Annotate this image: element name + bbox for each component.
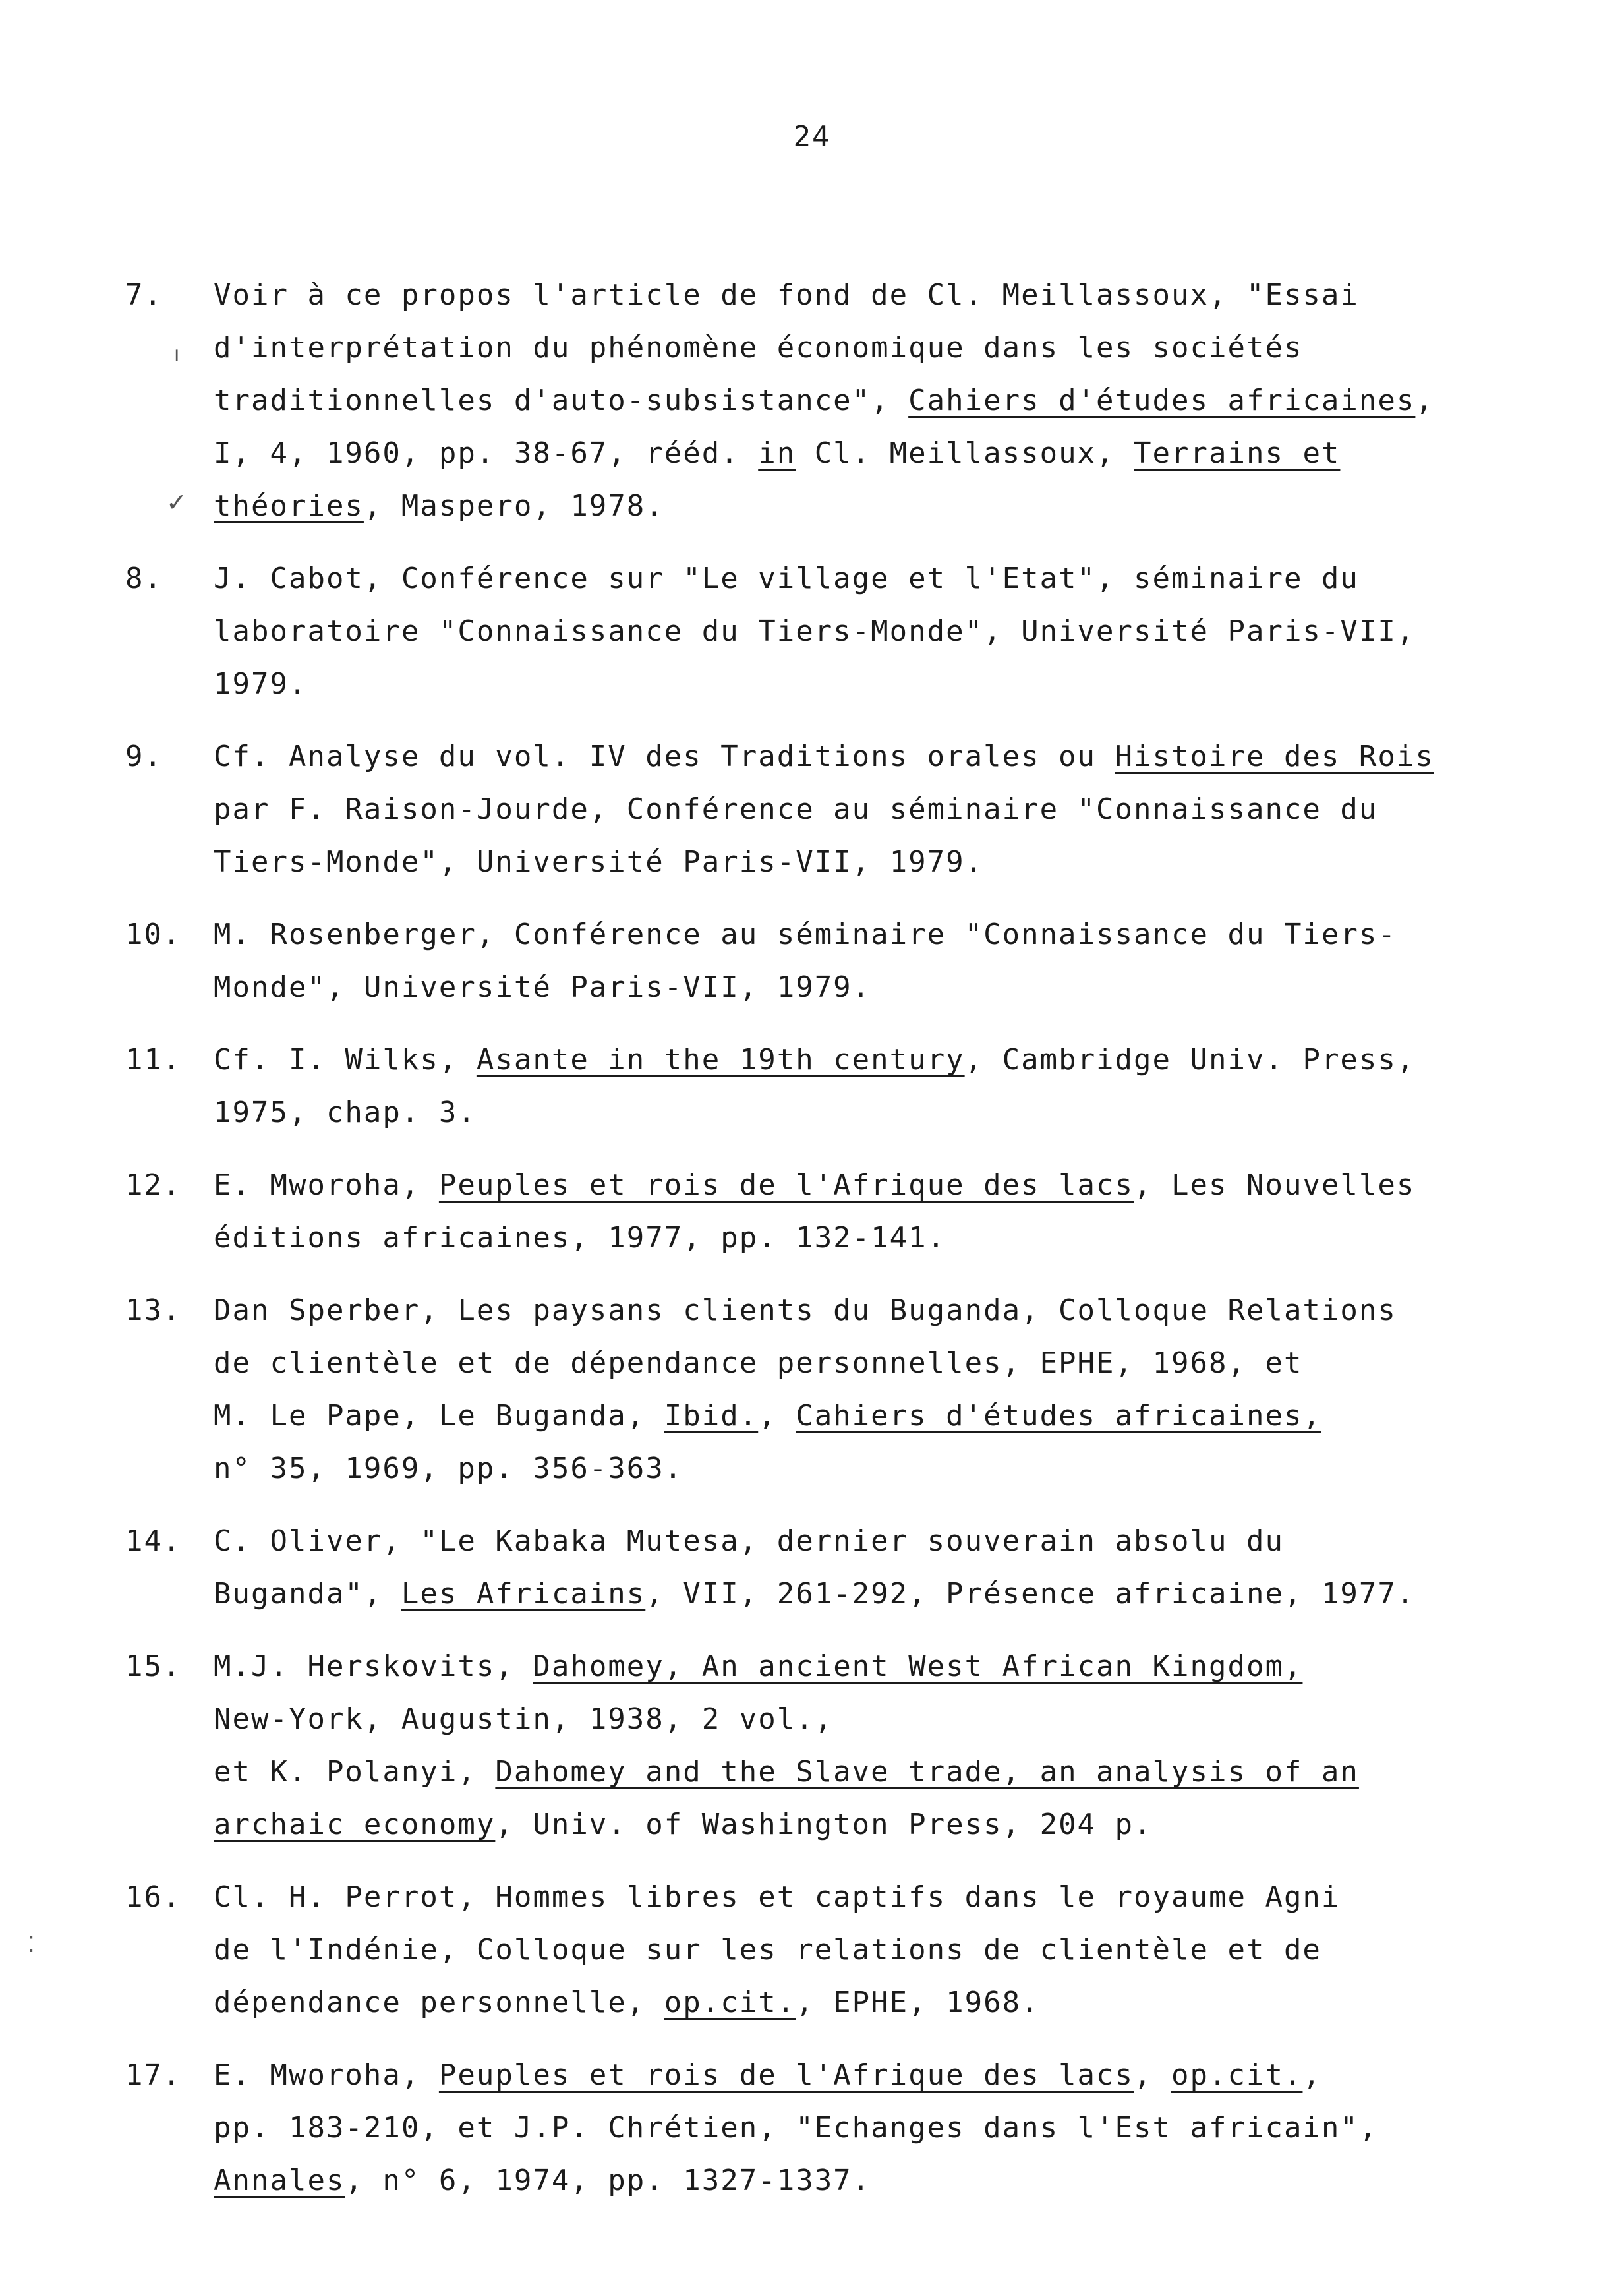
footnote-text: de l'Indénie, Colloque sur les relations de clientèle et de [214, 1933, 1321, 1967]
footnotes-list [125, 269, 1522, 2207]
footnote-line [214, 480, 1522, 533]
footnote-text: M.J. Herskovits, [214, 1650, 533, 1683]
footnote [125, 908, 1522, 1014]
footnote-text: J. Cabot, Conférence sur "Le village et l'Etat", séminaire du [214, 562, 1359, 595]
footnote [125, 1640, 1522, 1851]
footnote [125, 552, 1522, 711]
footnote-text: E. Mworoha, [214, 1168, 439, 1202]
footnote [125, 1284, 1522, 1495]
margin-check-mark: ✓ [166, 488, 187, 517]
footnote-text: par F. Raison-Jourde, Conférence au séminaire "Connaissance du [214, 792, 1378, 826]
footnote-text: M. Le Pape, Le Buganda, [214, 1399, 664, 1433]
footnote-line [214, 2049, 1522, 2102]
footnote-line [214, 374, 1522, 427]
footnote-text: pp. 183-210, et J.P. Chrétien, "Echanges dans l'Est africain", [214, 2111, 1378, 2145]
footnote-text: et K. Polanyi, [214, 1755, 496, 1789]
footnote-line [214, 908, 1522, 961]
footnote-line [214, 730, 1522, 783]
footnote-line [214, 2155, 1522, 2207]
footnote-line [214, 269, 1522, 322]
footnote-text: d'interprétation du phénomène économique dans les sociétés [214, 331, 1303, 365]
footnote-text: C. Oliver, "Le Kabaka Mutesa, dernier souverain absolu du [214, 1524, 1284, 1558]
underlined-title: archaic economy [214, 1808, 496, 1841]
footnote-line [214, 1442, 1522, 1495]
footnote-text: Cl. Meillassoux, [796, 436, 1134, 470]
footnote-text: , Les Nouvelles [1134, 1168, 1416, 1202]
footnote-text: Monde", Université Paris-VII, 1979. [214, 970, 871, 1004]
footnote-number: 13. [125, 1293, 182, 1327]
footnote-text: , [1134, 2058, 1172, 2092]
footnote-line [214, 1212, 1522, 1264]
margin-tick-mark: ı [174, 343, 180, 366]
footnote-line [214, 1159, 1522, 1212]
underlined-title: Dahomey, An ancient West African Kingdom, [533, 1650, 1303, 1683]
footnote-text: de clientèle et de dépendance personnelles, EPHE, 1968, et [214, 1346, 1303, 1380]
margin-dots-mark: ⁚ [28, 1932, 35, 1958]
footnote [125, 269, 1522, 533]
footnote-line [214, 1640, 1522, 1693]
footnote-text: Buganda", [214, 1577, 401, 1611]
footnote-line [214, 783, 1522, 836]
footnote-line [214, 1337, 1522, 1390]
underlined-title: in [758, 436, 796, 470]
footnote-line [214, 658, 1522, 711]
footnote-number: 17. [125, 2058, 182, 2092]
underlined-title: Peuples et rois de l'Afrique des lacs [438, 2058, 1134, 2092]
footnote-text: , VII, 261-292, Présence africaine, 1977. [645, 1577, 1416, 1611]
footnote-text: , Univ. of Washington Press, 204 p. [495, 1808, 1153, 1841]
underlined-title: Cahiers d'études africaines, [796, 1399, 1321, 1433]
footnote-line [214, 1924, 1522, 1977]
footnote-line [214, 836, 1522, 889]
footnote-text: éditions africaines, 1977, pp. 132-141. [214, 1221, 946, 1255]
footnote-text: dépendance personnelle, [214, 1986, 664, 2019]
footnote-text: , [1415, 384, 1434, 417]
footnote-text: Dan Sperber, Les paysans clients du Buganda, Colloque Relations [214, 1293, 1397, 1327]
footnote-line [214, 1284, 1522, 1337]
footnote-line [214, 427, 1522, 480]
underlined-title: op.cit. [664, 1986, 796, 2019]
footnote-text: laboratoire "Connaissance du Tiers-Monde", Université Paris-VII, [214, 614, 1416, 648]
underlined-title: Terrains et [1134, 436, 1341, 470]
footnote-text: I, 4, 1960, pp. 38-67, rééd. [214, 436, 759, 470]
footnote-text: E. Mworoha, [214, 2058, 439, 2092]
underlined-title: Ibid. [664, 1399, 759, 1433]
footnote [125, 2049, 1522, 2207]
underlined-title: Peuples et rois de l'Afrique des lacs [438, 1168, 1134, 1202]
footnote-number: 10. [125, 918, 182, 951]
footnote-number: 7. [125, 278, 163, 312]
footnote [125, 1515, 1522, 1620]
footnote-line [214, 605, 1522, 658]
footnote-text: Cl. H. Perrot, Hommes libres et captifs dans le royaume Agni [214, 1880, 1341, 1914]
footnote-text: n° 35, 1969, pp. 356-363. [214, 1452, 683, 1485]
footnote-line [214, 961, 1522, 1014]
underlined-title: Annales [214, 2164, 345, 2197]
footnote-text: Tiers-Monde", Université Paris-VII, 1979. [214, 845, 984, 879]
footnote-line [214, 1390, 1522, 1442]
footnote-line [214, 552, 1522, 605]
underlined-title: Histoire des Rois [1115, 740, 1434, 773]
underlined-title: Cahiers d'études africaines [908, 384, 1416, 417]
underlined-title: Asante in the 19th century [476, 1043, 965, 1077]
footnote-text: Cf. I. Wilks, [214, 1043, 477, 1077]
footnote-number: 15. [125, 1650, 182, 1683]
footnote-line [214, 322, 1522, 374]
footnote-text: Voir à ce propos l'article de fond de Cl. Meillassoux, "Essai [214, 278, 1359, 312]
footnote-line [214, 1034, 1522, 1086]
footnote-line [214, 1515, 1522, 1568]
footnote-text: , Maspero, 1978. [363, 489, 664, 523]
footnote-number: 8. [125, 562, 163, 595]
footnote-number: 14. [125, 1524, 182, 1558]
footnote-number: 11. [125, 1043, 182, 1077]
footnote-text: 1979. [214, 667, 308, 701]
footnote-text: , EPHE, 1968. [796, 1986, 1040, 2019]
underlined-title: théories [214, 489, 364, 523]
footnote-text: New-York, Augustin, 1938, 2 vol., [214, 1702, 834, 1736]
footnote-line [214, 1568, 1522, 1620]
footnote [125, 1871, 1522, 2029]
footnote-number: 9. [125, 740, 163, 773]
footnote-text: , Cambridge Univ. Press, [964, 1043, 1416, 1077]
footnote-line [214, 1746, 1522, 1798]
footnote [125, 1034, 1522, 1139]
footnote-number: 12. [125, 1168, 182, 1202]
page-number: 24 [793, 120, 831, 154]
footnote-line [214, 1977, 1522, 2029]
footnote-line [214, 1086, 1522, 1139]
footnote-text: Cf. Analyse du vol. IV des Traditions orales ou [214, 740, 1115, 773]
footnote-line [214, 1798, 1522, 1851]
footnote-line [214, 1693, 1522, 1746]
footnote-text: , [758, 1399, 796, 1433]
underlined-title: Les Africains [401, 1577, 646, 1611]
footnote [125, 730, 1522, 889]
underlined-title: op.cit. [1171, 2058, 1303, 2092]
footnote-text: , n° 6, 1974, pp. 1327-1337. [345, 2164, 871, 2197]
footnote-text: traditionnelles d'auto-subsistance", [214, 384, 909, 417]
footnote-text: M. Rosenberger, Conférence au séminaire "Connaissance du Tiers- [214, 918, 1397, 951]
footnote-text: , [1302, 2058, 1321, 2092]
footnote-number: 16. [125, 1880, 182, 1914]
footnote-line [214, 2102, 1522, 2155]
underlined-title: Dahomey and the Slave trade, an analysis of an [495, 1755, 1359, 1789]
footnote [125, 1159, 1522, 1264]
footnote-line [214, 1871, 1522, 1924]
footnote-text: 1975, chap. 3. [214, 1096, 477, 1129]
